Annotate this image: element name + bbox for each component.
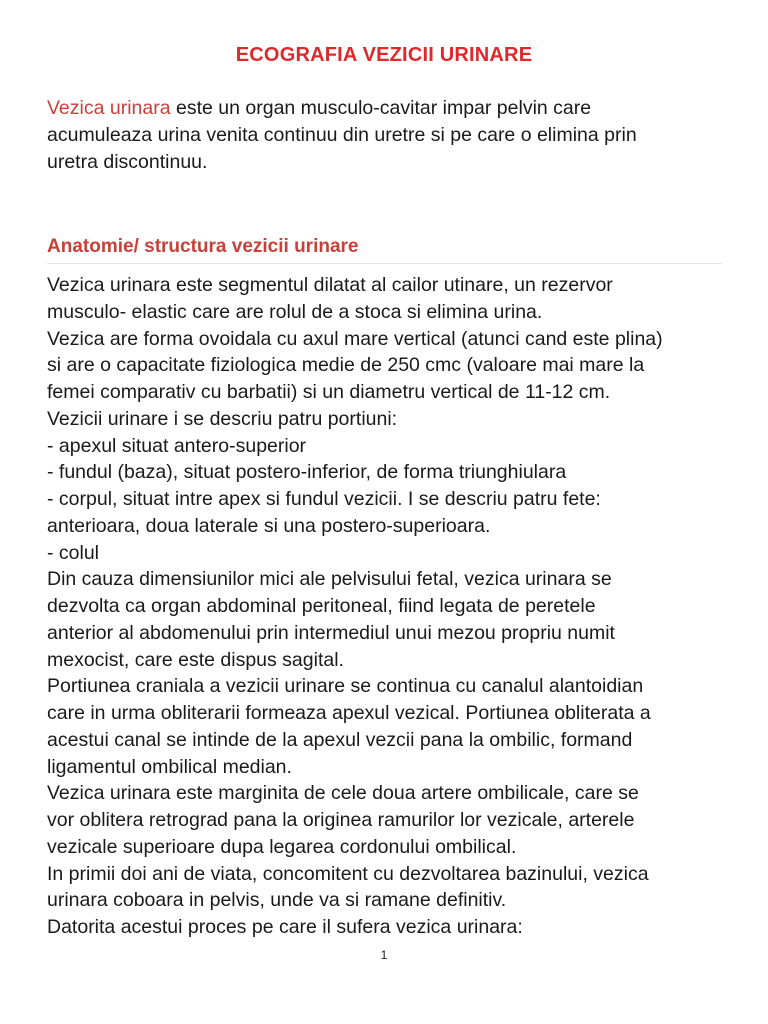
body-line: Vezica urinara este marginita de cele doua artere ombilicale, care se <box>47 782 639 805</box>
body-line: care in urma obliterarii formeaza apexul vezical. Portiunea obliterata a <box>47 702 651 724</box>
body-line: si are o capacitate fiziologica medie de 250 cmc (valoare mai mare la <box>47 354 645 377</box>
body-line: anterior al abdomenului prin intermediul unui mezou propriu numit <box>47 621 615 644</box>
body-line: urinara coboara in pelvis, unde va si ramane definitiv. <box>47 889 507 912</box>
body-line: dezvolta ca organ abdominal peritoneal, fiind legata de peretele <box>47 595 596 617</box>
body-line: Vezicii urinare i se descriu patru portiuni: <box>47 407 398 430</box>
body-line: vor oblitera retrograd pana la originea ramurilor lor vezicale, arterele <box>47 809 635 831</box>
body-line: anterioara, doua laterale si una postero-superioara. <box>47 514 491 537</box>
document-title: ECOGRAFIA VEZICII URINARE <box>235 44 533 66</box>
intro-paragraph <box>47 95 737 175</box>
body-line: musculo- elastic care are rolul de a stoca si elimina urina. <box>47 300 543 323</box>
body-line: - corpul, situat intre apex si fundul vezicii. I se descriu patru fete: <box>47 488 601 510</box>
intro-line: acumuleaza urina venita continuu din uretre si pe care o elimina prin <box>47 123 637 146</box>
page-number: 1 <box>380 948 388 962</box>
intro-line <box>47 95 737 122</box>
intro-line: uretra discontinuu. <box>47 150 208 173</box>
body-line: - colul <box>47 541 100 564</box>
section-heading: Anatomie/ structura vezicii urinare <box>47 236 722 264</box>
body-line: mexocist, care este dispus sagital. <box>47 648 344 671</box>
body-text <box>47 272 737 941</box>
body-line: - fundul (baza), situat postero-inferior, de forma triunghiulara <box>47 461 567 484</box>
intro-term: Vezica urinara <box>47 97 171 119</box>
body-line: acestui canal se intinde de la apexul vezcii pana la ombilic, formand <box>47 728 633 751</box>
body-line: - apexul situat antero-superior <box>47 434 307 457</box>
body-line: vezicale superioare dupa legarea cordonului ombilical. <box>47 835 517 858</box>
body-line: femei comparativ cu barbatii) si un diametru vertical de 11-12 cm. <box>47 381 611 403</box>
body-line: Vezica urinara este segmentul dilatat al cailor utinare, un rezervor <box>47 274 613 296</box>
body-line: ligamentul ombilical median. <box>47 755 292 778</box>
body-line: Din cauza dimensiunilor mici ale pelvisului fetal, vezica urinara se <box>47 568 612 591</box>
body-line: Datorita acestui proces pe care il sufera vezica urinara: <box>47 916 523 938</box>
intro-first-line-text: este un organ musculo-cavitar impar pelvin care <box>170 97 592 119</box>
body-line: In primii doi ani de viata, concomitent cu dezvoltarea bazinului, vezica <box>47 862 649 885</box>
body-line: Portiunea craniala a vezicii urinare se continua cu canalul alantoidian <box>47 675 644 698</box>
body-line: Vezica are forma ovoidala cu axul mare vertical (atunci cand este plina) <box>47 327 663 350</box>
